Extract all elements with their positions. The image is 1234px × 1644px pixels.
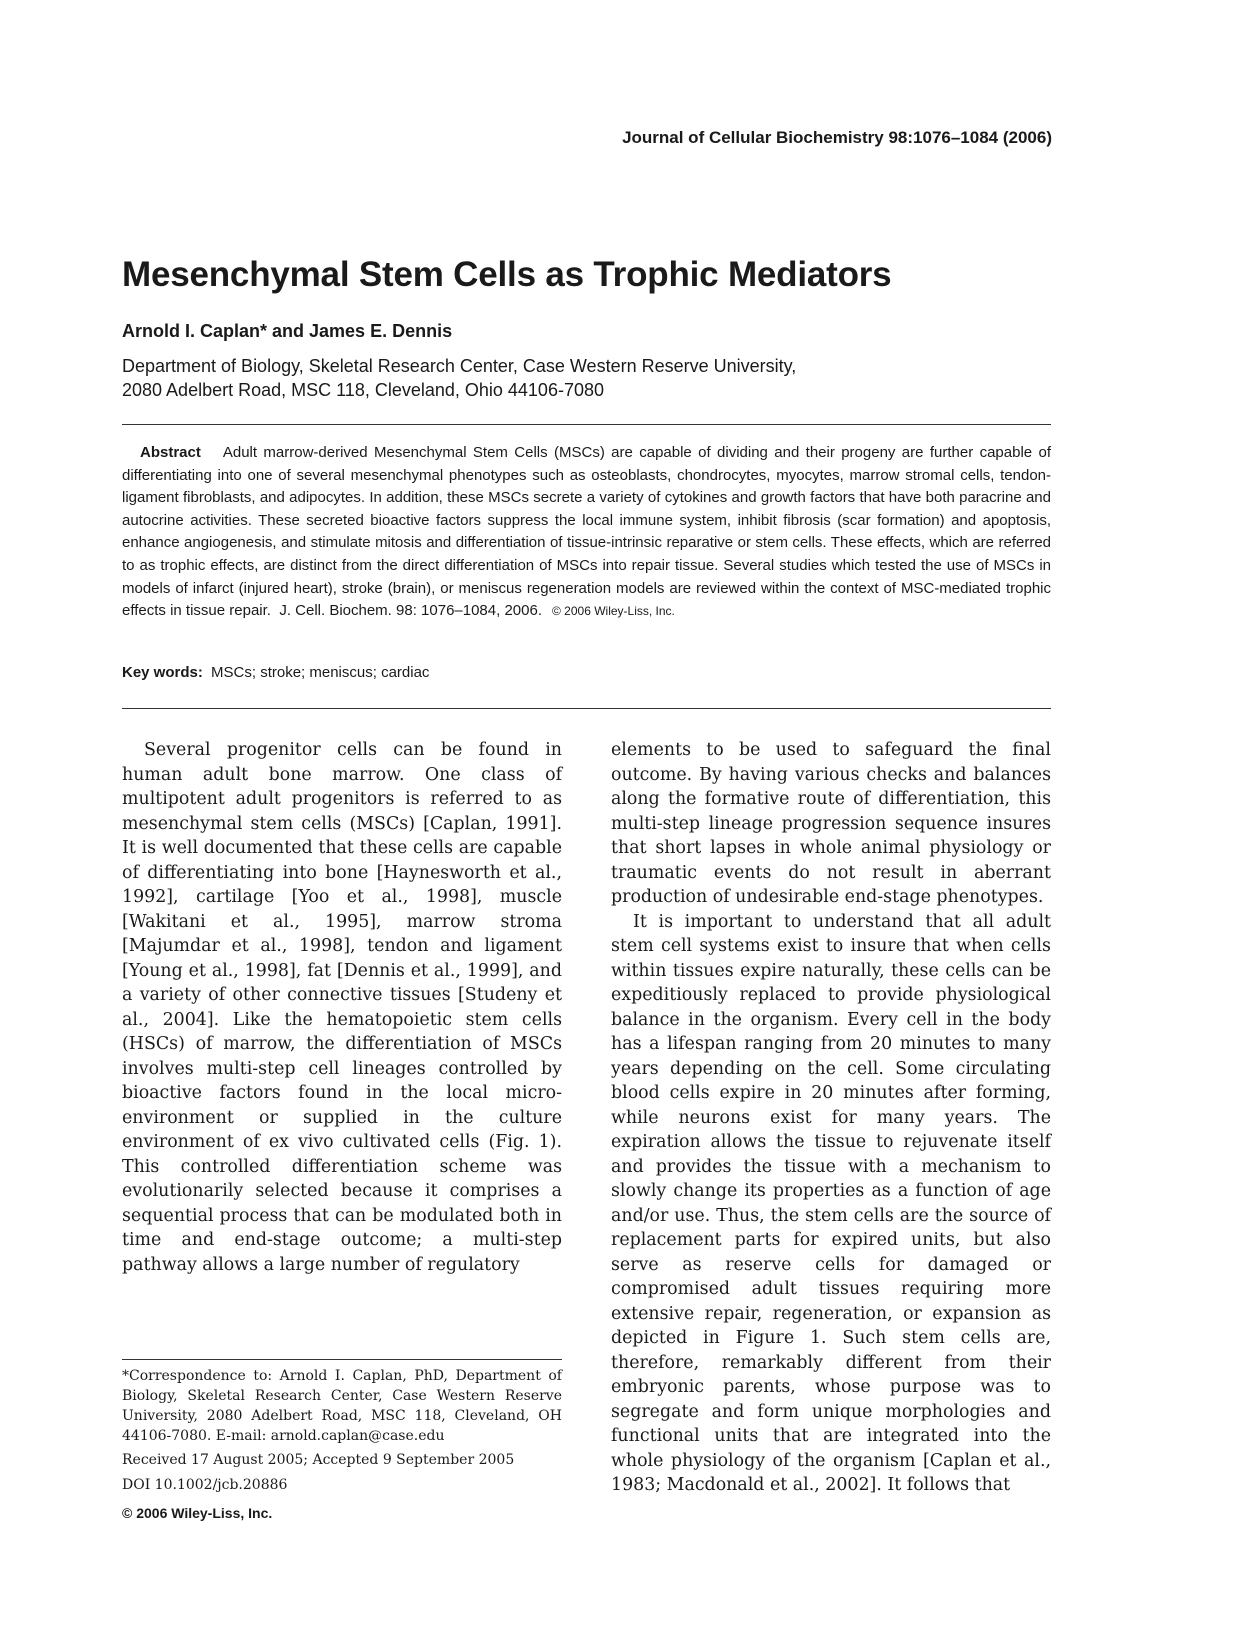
received-dates: Received 17 August 2005; Accepted 9 September 2005 [122,1452,515,1468]
body-column-left [122,738,562,1277]
keywords-label: Key words: [122,664,203,681]
correspondence-footnote: *Correspondence to: Arnold I. Caplan, PhD, Department of Biology, Skeletal Research Center, Case Western Reserve University, 2080 Adelbert Road, MSC 118, Cleveland, OH 44106-7080. E-mail: arnold.caplan@case.edu [122,1368,562,1444]
body-paragraph: Several progenitor cells can be found in human adult bone marrow. One class of multipotent adult progenitors is referred to as mesenchymal stem cells (MSCs) [Caplan, 1991]. It is well documented that these cells are capable of differentiating into bone [Haynesworth et al., 1992], cartilage [Yoo et al., 1998], muscle [Wakitani et al., 1995], marrow stroma [Majumdar et al., 1998], tendon and ligament [Young et al., 1998], fat [Dennis et al., 1999], and a variety of other connective tissues [Studeny et al., 2004]. Like the hematopoietic stem cells (HSCs) of marrow, the differentiation of MSCs involves multi-step cell lineages controlled by bioactive factors found in the local micro-environment or supplied in the culture environment of ex vivo cultivated cells (Fig. 1). This controlled differentiation scheme was evolutionarily selected because it comprises a sequential process that can be modulated both in time and end-stage outcome; a multi-step pathway allows a large number of regulatory [122,740,562,1275]
affiliation-line-1: Department of Biology, Skeletal Research Center, Case Western Reserve University, [122,356,797,376]
abstract [122,442,1051,623]
abstract-citation: J. Cell. Biochem. 98: 1076–1084, 2006. [279,602,542,620]
body-paragraph-continued: elements to be used to safeguard the final outcome. By having various checks and balances along the formative route of differentiation, this multi-step lineage progression sequence insures that short lapses in whole animal physiology or traumatic events do not result in aberrant production of undesirable end-stage phenotypes. [611,740,1051,907]
keywords-text: MSCs; stroke; meniscus; cardiac [211,664,430,681]
copyright-notice: © 2006 Wiley-Liss, Inc. [122,1505,273,1521]
body-column-right [611,738,1051,1498]
doi: DOI 10.1002/jcb.20886 [122,1477,288,1493]
bottom-divider [122,708,1051,709]
journal-citation: Journal of Cellular Biochemistry 98:1076–1084 (2006) [622,128,1052,147]
abstract-copyright: © 2006 Wiley-Liss, Inc. [552,604,675,619]
affiliation [122,354,796,402]
body-paragraph: It is important to understand that all adult stem cell systems exist to insure that when cells within tissues expire naturally, these cells can be expeditiously replaced to provide physiological balance in the organism. Every cell in the body has a lifespan ranging from 20 minutes to many years depending on the cell. Some circulating blood cells expire in 20 minutes after forming, while neurons exist for many years. The expiration allows the tissue to rejuvenate itself and provides the tissue with a mechanism to slowly change its properties as a function of age and/or use. Thus, the stem cells are the source of replacement parts for expired units, but also serve as reserve cells for damaged or compromised adult tissues requiring more extensive repair, regeneration, or expansion as depicted in Figure 1. Such stem cells are, therefore, remarkably different from their embryonic parents, whose purpose was to segregate and form unique morphologies and functional units that are integrated into the whole physiology of the organism [Caplan et al., 1983; Macdonald et al., 2002]. It follows that [611,911,1051,1495]
article-title: Mesenchymal Stem Cells as Trophic Mediators [122,255,892,294]
abstract-label: Abstract [140,444,201,461]
author-list: Arnold I. Caplan* and James E. Dennis [122,321,453,341]
keywords [122,664,429,681]
top-divider [122,424,1051,425]
affiliation-line-2: 2080 Adelbert Road, MSC 118, Cleveland, Ohio 44106-7080 [122,380,604,400]
footnote-divider [122,1359,562,1360]
abstract-text: Adult marrow-derived Mesenchymal Stem Cells (MSCs) are capable of dividing and their progeny are further capable of differentiating into one of several mesenchymal phenotypes such as osteoblasts, chondrocytes, myocytes, marrow stromal cells, tendon-ligament fibroblasts, and adipocytes. In addition, these MSCs secrete a variety of cytokines and growth factors that have both paracrine and autocrine activities. These secreted bioactive factors suppress the local immune system, inhibit fibrosis (scar formation) and apoptosis, enhance angiogenesis, and stimulate mitosis and differentiation of tissue-intrinsic reparative or stem cells. These effects, which are referred to as trophic effects, are distinct from the direct differentiation of MSCs into repair tissue. Several studies which tested the use of MSCs in models of infarct (injured heart), stroke (brain), or meniscus regeneration models are reviewed within the context of MSC-mediated trophic effects in tissue repair. [122,444,1051,620]
